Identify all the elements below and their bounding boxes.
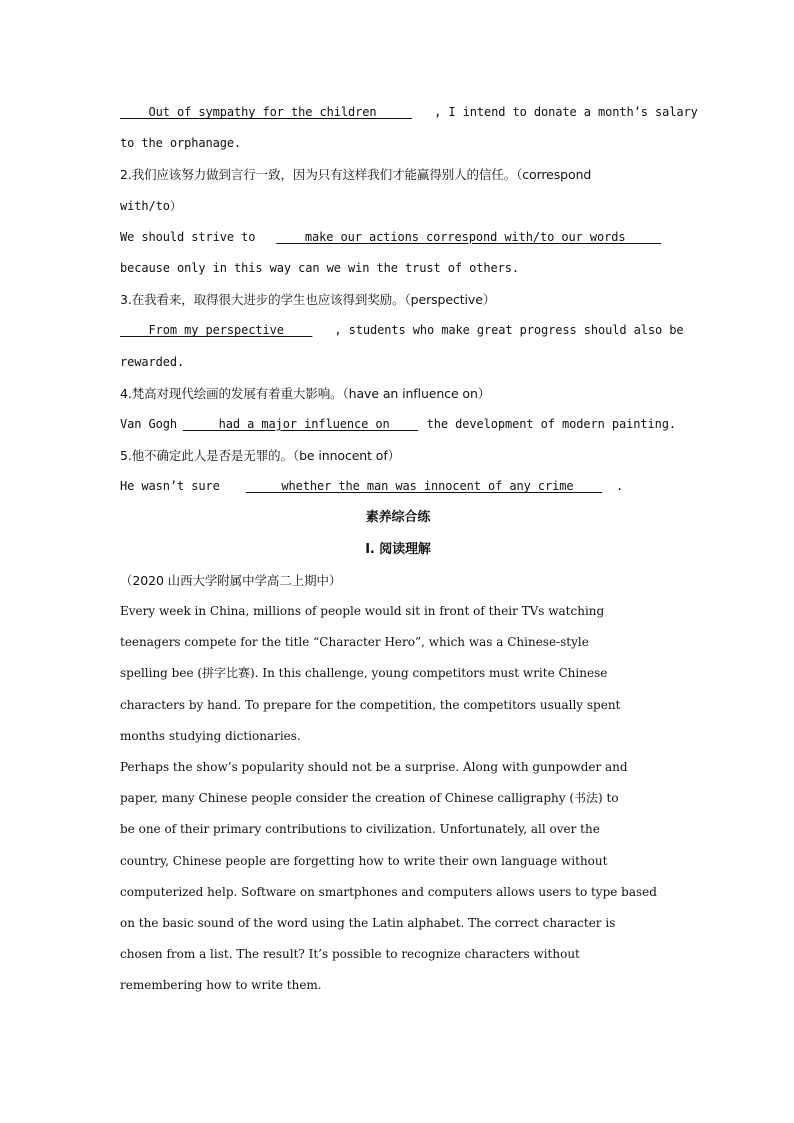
section-source: （2020 山西大学附属中学高二上期中） xyxy=(120,572,342,588)
q5-answer-line xyxy=(120,471,676,502)
q3-rest: , students who make great progress should also be xyxy=(334,323,684,338)
passage-line: months studying dictionaries. xyxy=(120,728,301,743)
q2-prompt: 2.我们应该努力做到言行一致，因为只有这样我们才能赢得别人的信任。（correspond xyxy=(120,167,592,183)
passage-line: Perhaps the show’s popularity should not be a surprise. Along with gunpowder and xyxy=(120,759,628,774)
passage-line: characters by hand. To prepare for the competition, the competitors usually spent xyxy=(120,697,621,712)
passage-line: chosen from a list. The result? It’s possible to recognize characters without xyxy=(120,947,580,962)
q2-line2: because only in this way can we win the trust of others. xyxy=(120,260,519,275)
passage-paragraph-1 xyxy=(120,596,676,752)
passage-line: spelling bee (拼字比赛). In this challenge, young competitors must write Chinese xyxy=(120,666,608,681)
q2-prompt-cont: with/to） xyxy=(120,198,182,213)
passage-line: computerized help. Software on smartphones and computers allows users to type based xyxy=(120,884,657,899)
passage-line: on the basic sound of the word using the Latin alphabet. The correct character is xyxy=(120,915,616,930)
q2-answer-line xyxy=(120,222,676,253)
q3-line2: rewarded. xyxy=(120,354,185,369)
q5-answer: whether the man was innocent of any crime xyxy=(281,479,574,494)
passage-line: remembering how to write them. xyxy=(120,978,322,993)
q1-answer-line xyxy=(120,97,698,128)
q1-rest: , I intend to donate a month’s salary xyxy=(434,105,698,119)
section-subtitle: Ⅰ. 阅读理解 xyxy=(365,541,431,557)
q5-prompt: 5.他不确定此人是否是无罪的。（be innocent of） xyxy=(120,448,401,464)
q1-line2: to the orphanage. xyxy=(120,136,242,151)
passage-line: Every week in China, millions of people would sit in front of their TVs watching xyxy=(120,604,605,618)
section-title: 素养综合练 xyxy=(365,510,431,526)
q5-pre: He wasn’t sure xyxy=(120,479,220,494)
document-body xyxy=(120,97,698,1001)
passage-paragraph-2 xyxy=(120,752,676,1002)
q4-answer-line xyxy=(120,409,676,440)
q5-rest: . xyxy=(615,479,624,494)
q4-pre: Van Gogh xyxy=(120,416,177,431)
q3-answer: From my perspective xyxy=(148,323,284,338)
q4-rest: the development of modern painting. xyxy=(426,416,676,431)
passage-line: paper, many Chinese people consider the creation of Chinese calligraphy (书法) to xyxy=(120,791,619,806)
passage-line: country, Chinese people are forgetting how to write their own language without xyxy=(120,853,608,868)
q4-answer: had a major influence on xyxy=(218,416,390,431)
passage-line: teenagers compete for the title “Character Hero”, which was a Chinese-style xyxy=(120,635,589,650)
passage-line: be one of their primary contributions to civilization. Unfortunately, all over the xyxy=(120,822,600,837)
q1-answer: Out of sympathy for the children xyxy=(148,105,377,119)
q3-answer-line xyxy=(120,315,684,346)
q4-prompt: 4.梵高对现代绘画的发展有着重大影响。（have an influence on） xyxy=(120,385,491,401)
q3-prompt: 3.在我看来，取得很大进步的学生也应该得到奖励。（perspective） xyxy=(120,292,496,308)
q2-answer: make our actions correspond with/to our words xyxy=(304,229,626,244)
q2-pre: We should strive to xyxy=(120,229,256,244)
